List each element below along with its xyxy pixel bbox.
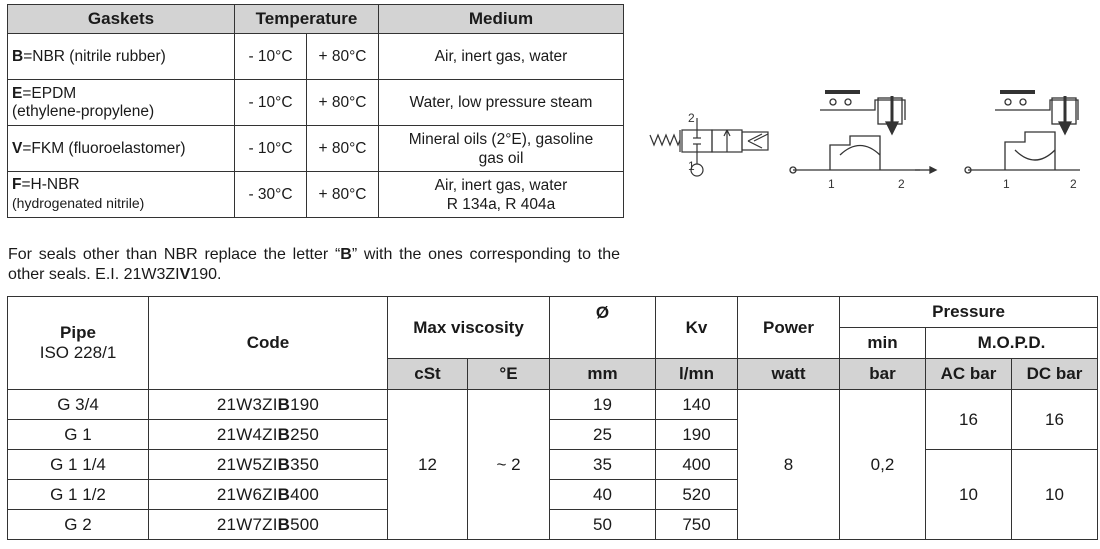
kv-cell: 190 [656,420,738,450]
gasket-name: V=FKM (fluoroelastomer) [8,126,235,172]
valve-symbol-icon [650,118,768,176]
power-cell: 8 [738,390,840,540]
dc-bar-cell: 10 [1012,450,1098,540]
seal-note: For seals other than NBR replace the letter “B” with the ones corresponding to the other seals. E.I. 21W3ZIV190. [8,246,621,283]
pipe-header: Pipe ISO 228/1 [8,297,149,390]
lmn-unit: l/mn [656,359,738,390]
gasket-row [8,80,624,126]
temp-max: + 80°C [307,34,379,80]
valve-open-section-icon [965,92,1080,173]
diameter-cell: 50 [550,510,656,540]
gaskets-header-row [8,5,624,34]
watt-unit: watt [738,359,840,390]
deg-e-cell: ~ 2 [468,390,550,540]
gasket-row [8,34,624,80]
valve1-out-label: 2 [898,177,905,191]
valve1-in-label: 1 [828,177,835,191]
code-cell: 21W6ZIB400 [149,480,388,510]
kv-cell: 140 [656,390,738,420]
gasket-name: E=EPDM (ethylene-propylene) [8,80,235,126]
temp-max: + 80°C [307,172,379,218]
temp-max: + 80°C [307,80,379,126]
gaskets-header: Gaskets [8,5,235,34]
min-header: min [840,328,926,359]
kv-cell: 520 [656,480,738,510]
ac-bar-cell: 16 [926,390,1012,450]
diameter-header: Ø [550,297,656,359]
table-row [8,390,1098,420]
cst-unit: cSt [388,359,468,390]
kv-header: Kv [656,297,738,359]
gasket-row [8,126,624,172]
ac-bar-unit: AC bar [926,359,1012,390]
medium: Air, inert gas, water R 134a, R 404a [379,172,624,218]
specs-table [7,296,1098,540]
temp-max: + 80°C [307,126,379,172]
pipe-cell: G 3/4 [8,390,149,420]
gasket-name: F=H-NBR (hydrogenated nitrile) [8,172,235,218]
diameter-cell: 40 [550,480,656,510]
code-header: Code [149,297,388,390]
specs-header-row-1 [8,297,1098,328]
valve-diagrams [630,60,1090,200]
pipe-cell: G 1 1/2 [8,480,149,510]
kv-cell: 400 [656,450,738,480]
table-row [8,450,1098,480]
temp-min: - 10°C [235,126,307,172]
medium: Mineral oils (2°E), gasoline gas oil [379,126,624,172]
port-1-label: 1 [688,159,695,173]
max-viscosity-header: Max viscosity [388,297,550,359]
medium-header: Medium [379,5,624,34]
port-2-label: 2 [688,111,695,125]
pipe-cell: G 2 [8,510,149,540]
kv-cell: 750 [656,510,738,540]
temp-min: - 30°C [235,172,307,218]
code-cell: 21W4ZIB250 [149,420,388,450]
gasket-name: B=NBR (nitrile rubber) [8,34,235,80]
dc-bar-unit: DC bar [1012,359,1098,390]
valve2-in-label: 1 [1003,177,1010,191]
temp-min: - 10°C [235,80,307,126]
temp-min: - 10°C [235,34,307,80]
diameter-cell: 19 [550,390,656,420]
valve-closed-section-icon [790,92,936,173]
pressure-header: Pressure [840,297,1098,328]
medium: Water, low pressure steam [379,80,624,126]
code-cell: 21W7ZIB500 [149,510,388,540]
code-cell: 21W3ZIB190 [149,390,388,420]
medium: Air, inert gas, water [379,34,624,80]
power-header: Power [738,297,840,359]
mopd-header: M.O.P.D. [926,328,1098,359]
temperature-header: Temperature [235,5,379,34]
diameter-cell: 25 [550,420,656,450]
pipe-cell: G 1 [8,420,149,450]
cst-cell: 12 [388,390,468,540]
ac-bar-cell: 10 [926,450,1012,540]
dc-bar-cell: 16 [1012,390,1098,450]
mm-unit: mm [550,359,656,390]
valve2-out-label: 2 [1070,177,1077,191]
gaskets-table [7,4,624,218]
code-cell: 21W5ZIB350 [149,450,388,480]
deg-e-unit: °E [468,359,550,390]
diameter-cell: 35 [550,450,656,480]
gasket-row [8,172,624,218]
min-pressure-cell: 0,2 [840,390,926,540]
pipe-cell: G 1 1/4 [8,450,149,480]
bar-unit: bar [840,359,926,390]
